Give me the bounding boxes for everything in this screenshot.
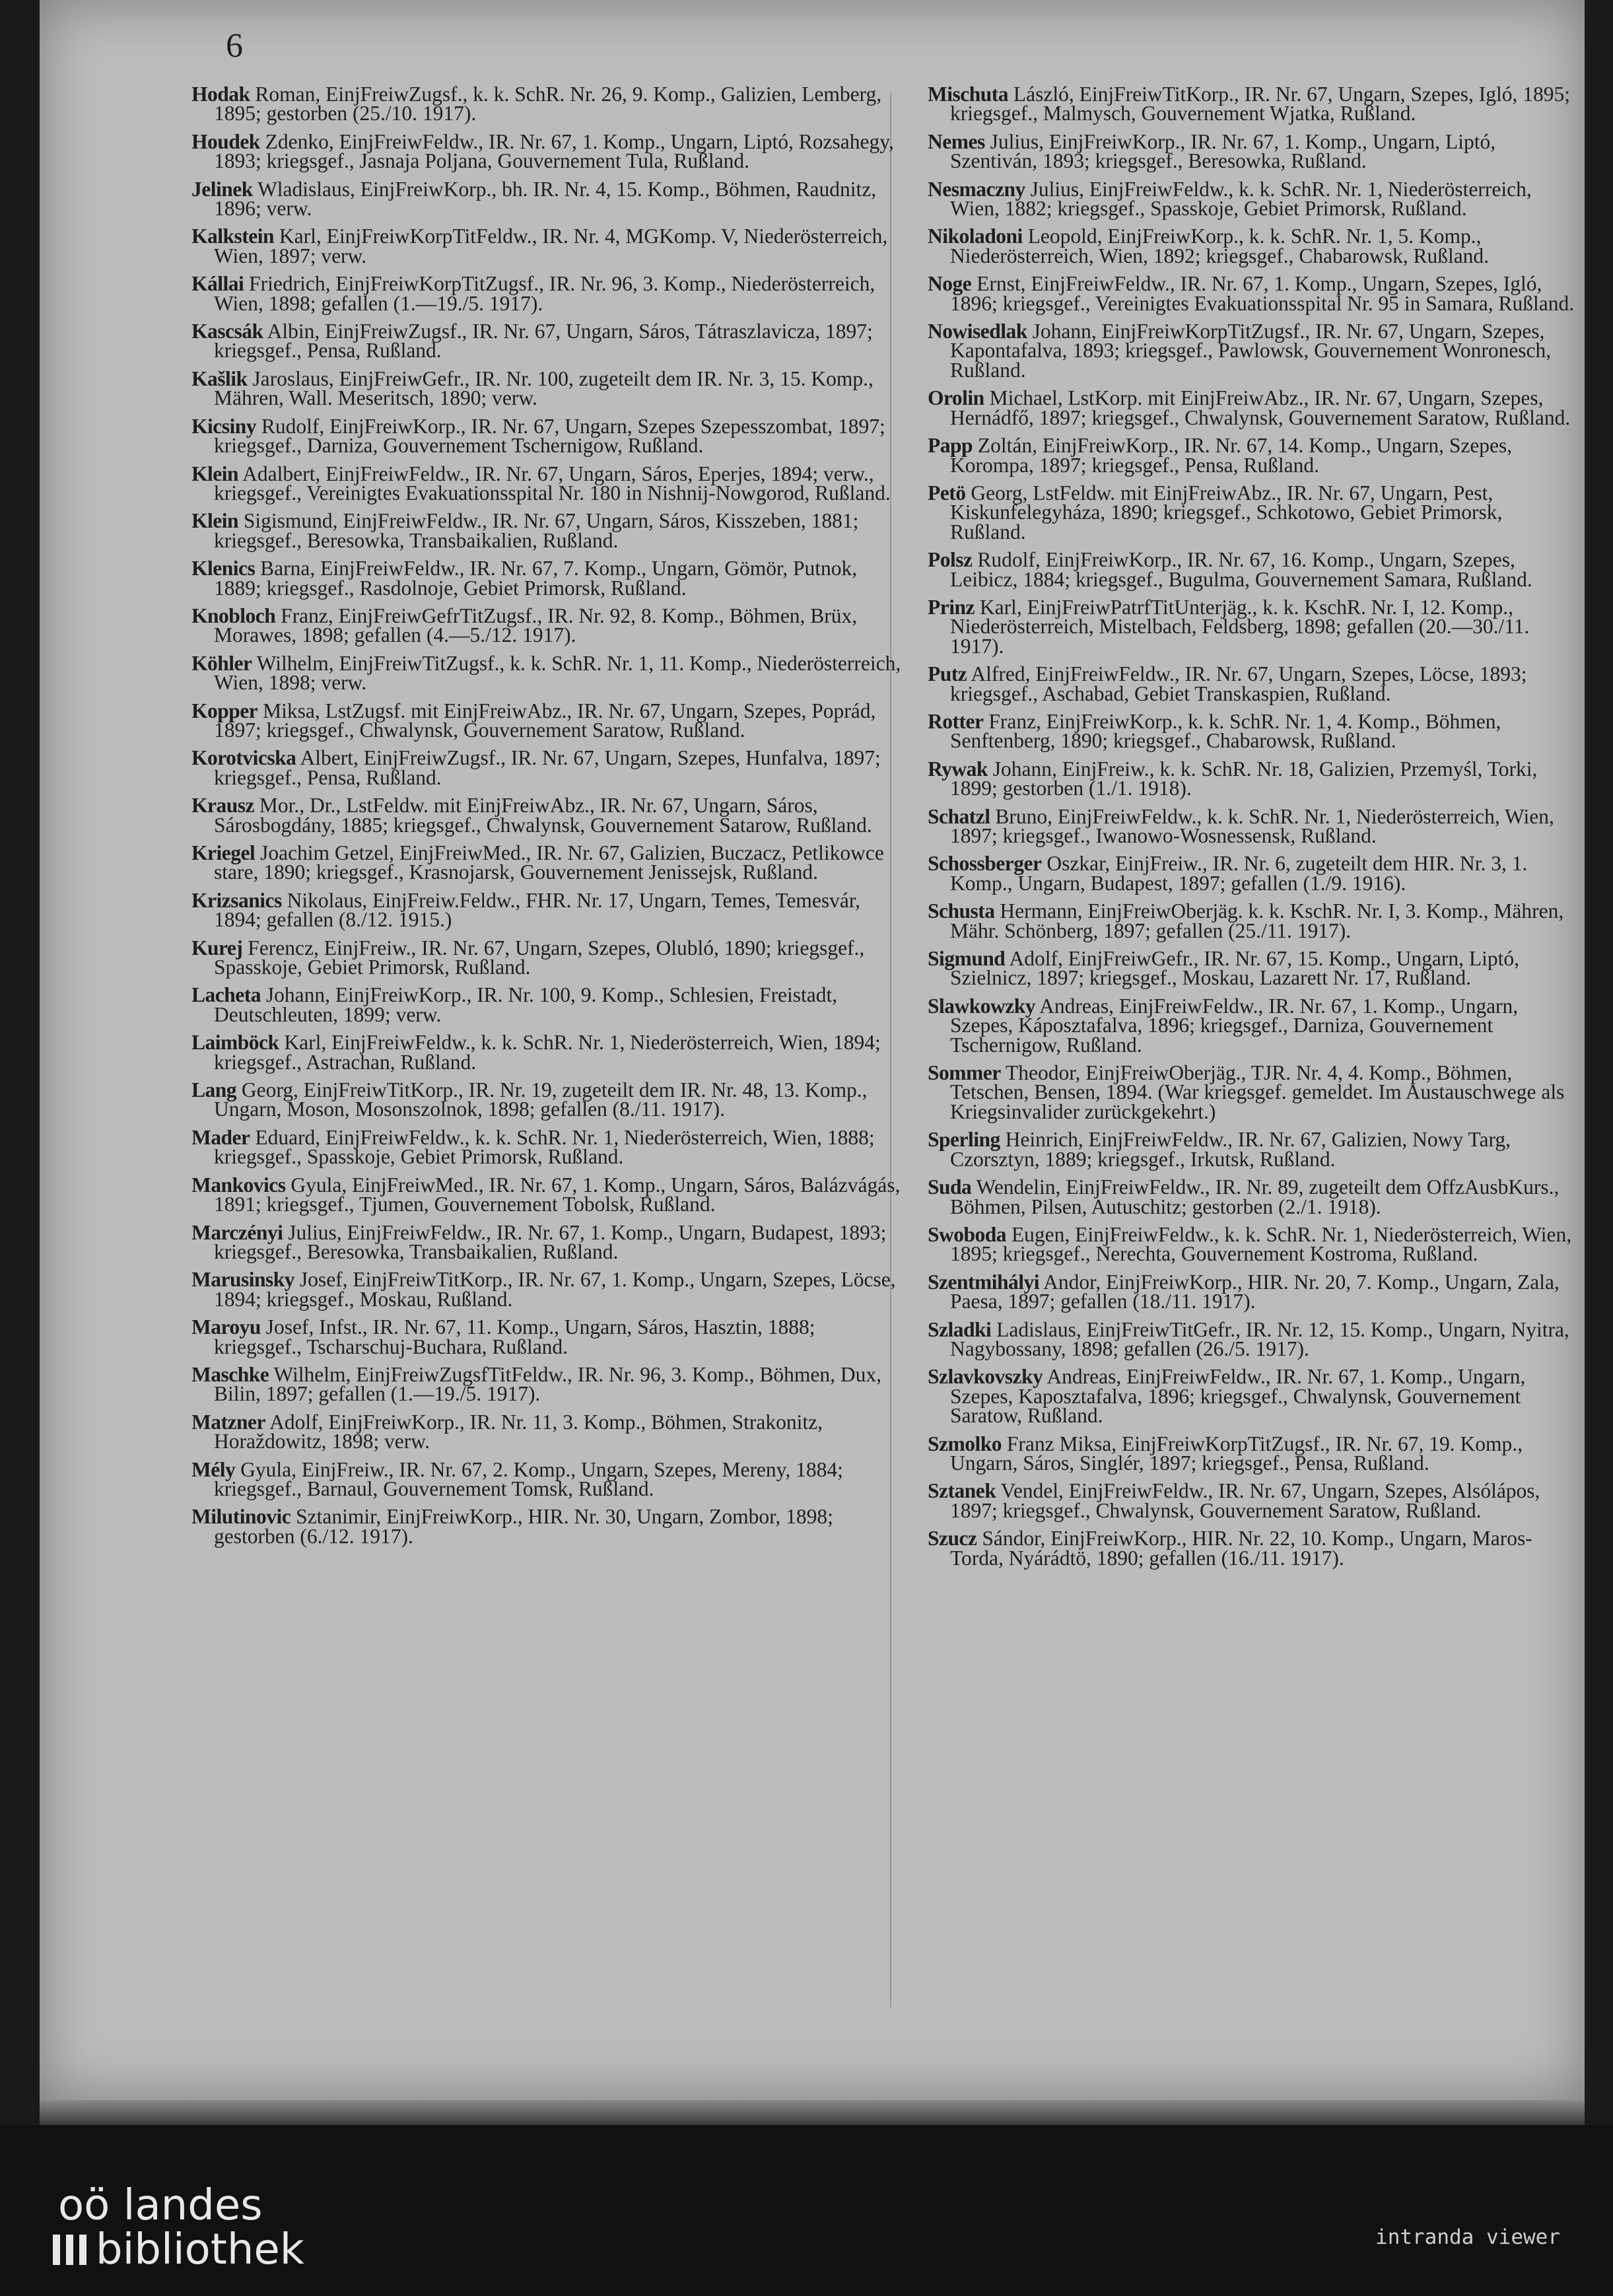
entry-details: Andor, EinjFreiwKorp., HIR. Nr. 20, 7. Komp., Ungarn, Zala, Paesa, 1897; gefallen (18./11. 1917).	[950, 1270, 1560, 1313]
entry-details: Friedrich, EinjFreiwKorpTitZugsf., IR. Nr. 96, 3. Komp., Niederösterreich, Wien, 1898; gefallen (1.—19./5. 1917).	[214, 272, 875, 315]
register-entry	[928, 804, 1578, 847]
entry-surname: Matzner	[191, 1410, 265, 1434]
register-entry	[191, 1175, 901, 1214]
register-entry	[928, 664, 1578, 703]
entry-surname: Szentmihályi	[928, 1270, 1040, 1294]
register-entry	[191, 606, 901, 645]
entry-surname: Petö	[928, 481, 966, 504]
register-entry	[191, 177, 901, 221]
register-entry	[928, 1317, 1578, 1360]
register-entry	[191, 748, 901, 787]
entry-details: Adolf, EinjFreiwKorp., IR. Nr. 11, 3. Komp., Böhmen, Strakonitz, Horaždowitz, 1898; verw.	[214, 1410, 823, 1453]
entry-surname: Klein	[191, 462, 239, 485]
register-entry	[928, 709, 1578, 753]
viewer-footer	[0, 2125, 1613, 2296]
column-divider	[890, 92, 891, 2007]
register-entry	[191, 1317, 901, 1356]
entry-details: Joachim Getzel, EinjFreiwMed., IR. Nr. 67, Galizien, Buczacz, Petlikowce stare, 1890; kriegsgef., Krasnojarsk, Gouvernement Jenissejsk, Rußland.	[214, 841, 884, 884]
register-entry	[928, 322, 1578, 380]
entry-surname: Rywak	[928, 757, 988, 781]
entry-details: Theodor, EinjFreiwOberjäg., TJR. Nr. 4, 4. Komp., Böhmen, Tetschen, Bensen, 1894. (War kriegsgef. gemeldet. Im Austauschwege als Kriegsinvalider zurückgekehrt.)	[950, 1061, 1565, 1123]
entry-surname: Schossberger	[928, 852, 1042, 876]
register-entry	[928, 274, 1578, 313]
register-entry	[928, 1130, 1578, 1169]
entry-surname: Nemes	[928, 129, 985, 153]
entry-details: Wladislaus, EinjFreiwKorp., bh. IR. Nr. 4, 15. Komp., Böhmen, Raudnitz, 1896; verw.	[214, 177, 877, 221]
entry-surname: Kriegel	[191, 841, 256, 864]
entry-details: Johann, EinjFreiwKorp., IR. Nr. 100, 9. Komp., Schlesien, Freistadt, Deutschleuten, 1899; verw.	[214, 983, 838, 1026]
entry-details: Johann, EinjFreiw., k. k. SchR. Nr. 18, Galizien, Przemyśl, Torki, 1899; gestorben (1./1. 1918).	[950, 757, 1538, 800]
entry-surname: Marusinsky	[191, 1268, 295, 1292]
entry-surname: Maroyu	[191, 1315, 261, 1339]
entry-details: Wilhelm, EinjFreiwTitZugsf., k. k. SchR. Nr. 1, 11. Komp., Niederösterreich, Wien, 1898; verw.	[214, 651, 901, 695]
entry-details: Julius, EinjFreiwKorp., IR. Nr. 67, 1. Komp., Ungarn, Liptó, Szentiván, 1893; kriegsgef., Beresowka, Rußland.	[950, 129, 1496, 173]
entry-surname: Hodak	[191, 83, 250, 106]
entry-details: Heinrich, EinjFreiwFeldw., IR. Nr. 67, Galizien, Nowy Targ, Czorsztyn, 1889; kriegsgef., Irkutsk, Rußland.	[950, 1128, 1511, 1171]
register-entry	[191, 85, 901, 123]
register-entry	[928, 854, 1578, 893]
entry-surname: Houdek	[191, 129, 260, 153]
register-entry	[191, 559, 901, 598]
entry-details: Julius, EinjFreiwFeldw., IR. Nr. 67, 1. Komp., Ungarn, Budapest, 1893; kriegsgef., Beresowka, Transbaikalien, Rußland.	[214, 1220, 887, 1263]
entry-surname: Szmolko	[928, 1432, 1002, 1455]
register-entry	[191, 464, 901, 503]
register-entry	[191, 129, 901, 173]
entry-surname: Sigmund	[928, 947, 1006, 971]
entry-details: Leopold, EinjFreiwKorp., k. k. SchR. Nr. 1, 5. Komp., Niederösterreich, Wien, 1892; kriegsgef., Chabarowsk, Rußland.	[950, 225, 1490, 267]
entry-surname: Nesmaczny	[928, 177, 1025, 201]
register-entry	[928, 1222, 1578, 1266]
entry-surname: Nowisedlak	[928, 320, 1027, 343]
entry-details: Wendelin, EinjFreiwFeldw., IR. Nr. 89, zugeteilt dem OffzAusbKurs., Böhmen, Pilsen, Autuschitz; gestorben (2./1. 1918).	[950, 1175, 1560, 1218]
logo-bars-icon	[53, 2235, 86, 2265]
entry-surname: Köhler	[191, 651, 252, 675]
entry-surname: Szladki	[928, 1317, 992, 1341]
register-entry	[191, 1507, 901, 1546]
entry-details: Franz Miksa, EinjFreiwKorpTitZugsf., IR. Nr. 67, 19. Komp., Ungarn, Sáros, Singlér, 1897; kriegsgef., Pensa, Rußland.	[950, 1432, 1523, 1475]
register-entry	[191, 843, 901, 882]
entry-details: Adolf, EinjFreiwGefr., IR. Nr. 67, 15. Komp., Ungarn, Liptó, Szielnicz, 1897; kriegsgef., Moskau, Lazarett Nr. 17, Rußland.	[950, 947, 1519, 990]
register-entry	[928, 85, 1578, 123]
entry-surname: Kopper	[191, 699, 258, 722]
register-entry	[928, 1272, 1578, 1311]
entry-surname: Szlavkovszky	[928, 1365, 1043, 1389]
register-entry	[928, 1365, 1578, 1428]
register-entry	[928, 901, 1578, 940]
entry-surname: Lacheta	[191, 983, 261, 1007]
entry-details: Bruno, EinjFreiwFeldw., k. k. SchR. Nr. 1, Niederösterreich, Wien, 1897; kriegsgef., Iwanowo-Wosnessensk, Rußland.	[950, 804, 1554, 847]
entry-details: Eduard, EinjFreiwFeldw., k. k. SchR. Nr. 1, Niederösterreich, Wien, 1888; kriegsgef., Spasskoje, Gebiet Primorsk, Rußland.	[214, 1125, 875, 1169]
register-entry	[191, 226, 901, 265]
register-entry	[928, 1434, 1578, 1473]
register-entry	[928, 550, 1578, 589]
entry-details: Albin, EinjFreiwZugsf., IR. Nr. 67, Ungarn, Sáros, Tátraszlavicza, 1897; kriegsgef., Pensa, Rußland.	[214, 320, 873, 363]
entry-details: Johann, EinjFreiwKorpTitZugsf., IR. Nr. 67, Ungarn, Szepes, Kapontafalva, 1893; kriegsgef., Pawlowsk, Gouvernement Wonronesch, Rußland.	[950, 320, 1552, 382]
entry-details: Ladislaus, EinjFreiwTitGefr., IR. Nr. 12, 15. Komp., Ungarn, Nyitra, Nagybossany, 1898; gefallen (26./5. 1917).	[950, 1317, 1569, 1360]
entry-details: Gyula, EinjFreiw., IR. Nr. 67, 2. Komp., Ungarn, Szepes, Mereny, 1884; kriegsgef., Barnaul, Gouvernement Tomsk, Rußland.	[214, 1457, 843, 1500]
entry-details: Andreas, EinjFreiwFeldw., IR. Nr. 67, 1. Komp., Ungarn, Szepes, Kaposztafalva, 1896; kriegsgef., Chwalynsk, Gouvernement Saratow, Rußland.	[950, 1365, 1526, 1428]
entry-details: Andreas, EinjFreiwFeldw., IR. Nr. 67, 1. Komp., Ungarn, Szepes, Káposztafalva, 1896; kriegsgef., Darniza, Gouvernement Tschernigow, Rußland.	[950, 994, 1519, 1057]
register-entry	[928, 595, 1578, 658]
register-entry	[191, 1033, 901, 1072]
entry-details: Julius, EinjFreiwFeldw., k. k. SchR. Nr. 1, Niederösterreich, Wien, 1882; kriegsgef., Spasskoje, Gebiet Primorsk, Rußland.	[950, 177, 1532, 221]
entry-surname: Schusta	[928, 899, 995, 923]
entry-surname: Knobloch	[191, 604, 276, 627]
entry-surname: Krausz	[191, 794, 254, 818]
entry-details: Jaroslaus, EinjFreiwGefr., IR. Nr. 100, zugeteilt dem IR. Nr. 3, 15. Komp., Mähren, Wall. Meseritsch, 1890; verw.	[214, 366, 874, 410]
register-entry	[191, 1270, 901, 1309]
right-column	[928, 85, 1578, 1576]
register-entry	[191, 985, 901, 1024]
entry-surname: Noge	[928, 272, 972, 296]
entry-surname: Prinz	[928, 595, 975, 619]
register-entry	[191, 366, 901, 410]
entry-details: Vendel, EinjFreiwFeldw., IR. Nr. 67, Ungarn, Szepes, Alsólápos, 1897; kriegsgef., Chwalynsk, Gouvernement Saratow, Rußland.	[950, 1479, 1540, 1522]
register-entry	[928, 759, 1578, 798]
entry-details: Gyula, EinjFreiwMed., IR. Nr. 67, 1. Komp., Ungarn, Sáros, Balázvágás, 1891; kriegsgef., Tjumen, Gouvernement Tobolsk, Rußland.	[214, 1173, 901, 1216]
register-entry	[191, 888, 901, 932]
register-entry	[928, 436, 1578, 475]
entry-details: Mor., Dr., LstFeldw. mit EinjFreiwAbz., IR. Nr. 67, Ungarn, Sáros, Sárosbogdány, 1885; kriegsgef., Chwalynsk, Gouvernement Satarow, Rußland.	[214, 794, 872, 837]
entry-details: Sándor, EinjFreiwKorp., HIR. Nr. 22, 10. Komp., Ungarn, Maros-Torda, Nyárádtö, 1890; gefallen (16./11. 1917).	[950, 1527, 1532, 1570]
entry-details: Hermann, EinjFreiwOberjäg. k. k. KschR. Nr. I, 3. Komp., Mähren, Mähr. Schönberg, 1897; gefallen (25./11. 1917).	[950, 899, 1564, 942]
entry-surname: Rotter	[928, 709, 984, 733]
entry-surname: Kalkstein	[191, 225, 275, 248]
entry-surname: Kurej	[191, 936, 243, 959]
entry-surname: Swoboda	[928, 1222, 1007, 1246]
entry-surname: Mader	[191, 1125, 250, 1149]
entry-surname: Klenics	[191, 557, 256, 580]
register-entry	[928, 1481, 1578, 1520]
entry-surname: Szucz	[928, 1527, 977, 1550]
entry-surname: Milutinovic	[191, 1505, 291, 1529]
entry-surname: Mankovics	[191, 1173, 286, 1197]
logo-text-line2: bibliothek	[96, 2225, 304, 2274]
entry-surname: Papp	[928, 434, 973, 458]
entry-surname: Krizsanics	[191, 888, 282, 912]
entry-surname: Klein	[191, 509, 239, 533]
entry-surname: Schatzl	[928, 804, 990, 828]
entry-surname: Suda	[928, 1175, 972, 1199]
viewer-label[interactable]: intranda viewer	[1375, 2225, 1560, 2249]
register-entry	[928, 996, 1578, 1055]
entry-details: Ernst, EinjFreiwFeldw., IR. Nr. 67, 1. Komp., Ungarn, Szepes, Igló, 1896; kriegsgef., Vereinigtes Evakuationsspital Nr. 95 in Samara, Rußland.	[950, 272, 1575, 315]
entry-details: Josef, EinjFreiwTitKorp., IR. Nr. 67, 1. Komp., Ungarn, Szepes, Löcse, 1894; kriegsgef., Moskau, Rußland.	[214, 1268, 896, 1311]
entry-details: Rudolf, EinjFreiwKorp., IR. Nr. 67, Ungarn, Szepes Szepesszombat, 1897; kriegsgef., Darniza, Gouvernement Tschernigow, Rußland.	[214, 414, 885, 458]
entry-details: Georg, LstFeldw. mit EinjFreiwAbz., IR. Nr. 67, Ungarn, Pest, Kiskunfelegyháza, 1890; kriegsgef., Schkotowo, Gebiet Primorsk, Rußland.	[950, 481, 1503, 543]
entry-surname: Kašlik	[191, 366, 248, 390]
register-entry	[928, 226, 1578, 265]
register-entry	[928, 483, 1578, 541]
register-entry	[191, 651, 901, 695]
entry-surname: Mély	[191, 1457, 236, 1481]
entry-details: Albert, EinjFreiwZugsf., IR. Nr. 67, Ungarn, Szepes, Hunfalva, 1897; kriegsgef., Pensa, Rußland.	[214, 746, 881, 789]
scanned-page	[40, 0, 1585, 2100]
entry-details: Ferencz, EinjFreiw., IR. Nr. 67, Ungarn, Szepes, Olubló, 1890; kriegsgef., Spasskoje, Gebiet Primorsk, Rußland.	[214, 936, 865, 979]
entry-details: Nikolaus, EinjFreiw.Feldw., FHR. Nr. 17, Ungarn, Temes, Temesvár, 1894; gefallen (8./12. 1915.)	[214, 888, 860, 932]
entry-details: Karl, EinjFreiwFeldw., k. k. SchR. Nr. 1, Niederösterreich, Wien, 1894; kriegsgef., Astrachan, Rußland.	[214, 1031, 881, 1074]
entry-surname: Jelinek	[191, 177, 253, 201]
entry-surname: Orolin	[928, 386, 984, 410]
register-entry	[928, 177, 1578, 221]
register-entry	[191, 1362, 901, 1406]
entry-details: Zdenko, EinjFreiwFeldw., IR. Nr. 67, 1. Komp., Ungarn, Liptó, Rozsahegy, 1893; kriegsgef., Jasnaja Poljana, Gouvernement Tula, Rußland.	[214, 129, 894, 173]
entry-details: Rudolf, EinjFreiwKorp., IR. Nr. 67, 16. Komp., Ungarn, Szepes, Leibicz, 1884; kriegsgef., Bugulma, Gouvernement Samara, Rußland.	[950, 548, 1532, 591]
register-entry	[928, 1177, 1578, 1216]
entry-surname: Marczényi	[191, 1220, 283, 1244]
entry-surname: Lang	[191, 1078, 237, 1102]
page-bottom-edge	[40, 2100, 1585, 2125]
entry-details: Oszkar, EinjFreiw., IR. Nr. 6, zugeteilt dem HIR. Nr. 3, 1. Komp., Ungarn, Budapest, 1897; gefallen (1./9. 1916).	[950, 852, 1528, 895]
logo-line2	[53, 2227, 304, 2273]
entry-surname: Putz	[928, 662, 967, 686]
entry-details: Sigismund, EinjFreiwFeldw., IR. Nr. 67, Ungarn, Sáros, Kisszeben, 1881; kriegsgef., Beresowka, Transbaikalien, Rußland.	[214, 509, 859, 552]
entry-surname: Polsz	[928, 548, 973, 572]
entry-details: Zoltán, EinjFreiwKorp., IR. Nr. 67, 14. Komp., Ungarn, Szepes, Korompa, 1897; kriegsgef., Pensa, Rußland.	[950, 434, 1513, 477]
entry-details: Franz, EinjFreiwGefrTitZugsf., IR. Nr. 92, 8. Komp., Böhmen, Brüx, Morawes, 1898; gefallen (4.—5./12. 1917).	[214, 604, 858, 647]
entry-surname: Nikoladoni	[928, 225, 1023, 248]
entry-surname: Sperling	[928, 1128, 1000, 1152]
entry-details: Georg, EinjFreiwTitKorp., IR. Nr. 19, zugeteilt dem IR. Nr. 48, 13. Komp., Ungarn, Moson, Mosonszolnok, 1898; gefallen (8./11. 1917).	[214, 1078, 868, 1121]
register-entry	[191, 1412, 901, 1451]
entry-surname: Kicsiny	[191, 414, 257, 438]
entry-surname: Sommer	[928, 1061, 1001, 1085]
entry-surname: Slawkowzky	[928, 994, 1036, 1018]
entry-surname: Sztanek	[928, 1479, 996, 1503]
register-entry	[928, 129, 1578, 173]
entry-surname: Laimböck	[191, 1031, 279, 1055]
register-entry	[191, 938, 901, 977]
register-entry	[928, 1529, 1578, 1568]
entry-surname: Kállai	[191, 272, 244, 296]
entry-details: Barna, EinjFreiwFeldw., IR. Nr. 67, 7. Komp., Ungarn, Gömör, Putnok, 1889; kriegsgef., Rasdolnoje, Gebiet Primorsk, Rußland.	[214, 557, 858, 600]
entry-surname: Korotvicska	[191, 746, 296, 770]
entry-surname: Kascsák	[191, 320, 263, 343]
entry-details: Alfred, EinjFreiwFeldw., IR. Nr. 67, Ungarn, Szepes, Löcse, 1893; kriegsgef., Aschabad, Gebiet Transkaspien, Rußland.	[950, 662, 1527, 705]
register-entry	[191, 1220, 901, 1263]
entry-details: Karl, EinjFreiwPatrfTitUnterjäg., k. k. KschR. Nr. I, 12. Komp., Niederösterreich, Mistelbach, Feldsberg, 1898; gefallen (20.—30./11. 1917).	[950, 595, 1530, 658]
entry-details: Josef, Infst., IR. Nr. 67, 11. Komp., Ungarn, Sáros, Hasztin, 1888; kriegsgef., Tscharschuj-Buchara, Rußland.	[214, 1315, 815, 1358]
register-entry	[191, 274, 901, 313]
page-number: 6	[226, 27, 243, 65]
entry-details: László, EinjFreiwTitKorp., IR. Nr. 67, Ungarn, Szepes, Igló, 1895; kriegsgef., Malmysch, Gouvernement Wjatka, Rußland.	[950, 83, 1571, 125]
entry-details: Michael, LstKorp. mit EinjFreiwAbz., IR. Nr. 67, Ungarn, Szepes, Hernádfő, 1897; kriegsgef., Chwalynsk, Gouvernement Saratow, Rußland.	[950, 386, 1571, 429]
entry-details: Franz, EinjFreiwKorp., k. k. SchR. Nr. 1, 4. Komp., Böhmen, Senftenberg, 1890; kriegsgef., Chabarowsk, Rußland.	[950, 709, 1501, 753]
register-entry	[191, 1080, 901, 1119]
register-entry	[928, 949, 1578, 988]
register-entry	[191, 796, 901, 835]
register-entry	[191, 511, 901, 550]
register-entry	[191, 1457, 901, 1500]
entry-details: Adalbert, EinjFreiwFeldw., IR. Nr. 67, Ungarn, Sáros, Eperjes, 1894; verw., kriegsgef., Vereinigtes Evakuationsspital Nr. 180 in Nishnij-Nowgorod, Rußland.	[214, 462, 891, 504]
entry-surname: Maschke	[191, 1362, 269, 1386]
entry-surname: Mischuta	[928, 83, 1008, 106]
left-column	[191, 85, 901, 1554]
entry-details: Eugen, EinjFreiwFeldw., k. k. SchR. Nr. 1, Niederösterreich, Wien, 1895; kriegsgef., Nerechta, Gouvernement Kostroma, Rußland.	[950, 1222, 1572, 1266]
library-logo[interactable]	[53, 2181, 304, 2274]
entry-details: Sztanimir, EinjFreiwKorp., HIR. Nr. 30, Ungarn, Zombor, 1898; gestorben (6./12. 1917).	[214, 1505, 833, 1548]
register-entry	[191, 701, 901, 740]
entry-details: Roman, EinjFreiwZugsf., k. k. SchR. Nr. 26, 9. Komp., Galizien, Lemberg, 1895; gestorben (25./10. 1917).	[214, 83, 882, 125]
register-entry	[191, 322, 901, 361]
logo-text-line1: oö landes	[58, 2181, 263, 2230]
register-entry	[928, 388, 1578, 427]
entry-details: Wilhelm, EinjFreiwZugsfTitFeldw., IR. Nr. 96, 3. Komp., Böhmen, Dux, Bilin, 1897; gefallen (1.—19./5. 1917).	[214, 1362, 881, 1406]
entry-details: Karl, EinjFreiwKorpTitFeldw., IR. Nr. 4, MGKomp. V, Niederösterreich, Wien, 1897; verw.	[214, 225, 888, 267]
entry-details: Miksa, LstZugsf. mit EinjFreiwAbz., IR. Nr. 67, Ungarn, Szepes, Poprád, 1897; kriegsgef., Chwalynsk, Gouvernement Saratow, Rußland.	[214, 699, 876, 742]
register-entry	[191, 1125, 901, 1169]
register-entry	[191, 414, 901, 458]
register-entry	[928, 1063, 1578, 1121]
